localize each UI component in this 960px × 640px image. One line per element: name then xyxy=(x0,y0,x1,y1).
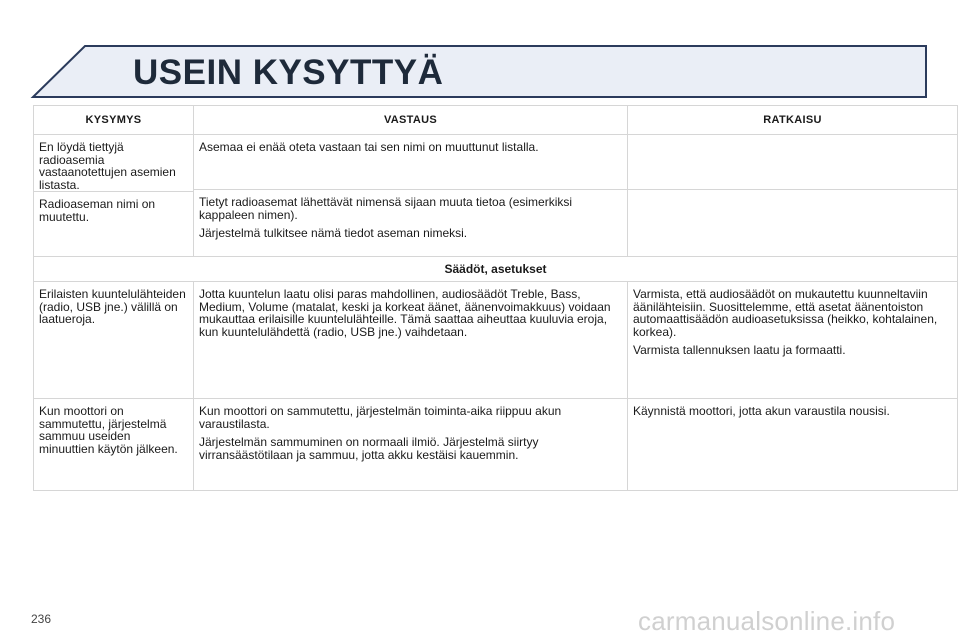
question-text: En löydä tiettyjä radioasemia vastaanotettujen asemien listasta. xyxy=(39,140,176,192)
faq-table xyxy=(33,105,958,491)
watermark: carmanualsonline.info xyxy=(638,606,896,636)
column-header-question: KYSYMYS xyxy=(34,106,194,135)
solution-cell xyxy=(628,135,958,190)
column-header-answer: VASTAUS xyxy=(194,106,628,135)
column-header-solution: RATKAISU xyxy=(628,106,958,135)
answer-cell xyxy=(194,399,628,491)
solution-cell xyxy=(628,190,958,257)
answer-text: Jotta kuuntelun laatu olisi paras mahdollinen, audiosäädöt Treble, Bass, Medium, Volume (matalat, keski ja korkeat äänet, äänenvoimakkuus) voidaan mukauttaa erilaisille kuuntelulähteille. Tämä saattaa aiheuttaa kuuluvia eroja, kun kuuntelulähdettä (radio, USB jne.) vaihdetaan. xyxy=(199,287,611,339)
page-header xyxy=(0,0,960,110)
table-header-row xyxy=(34,106,958,135)
answer-text: Asemaa ei enää oteta vastaan tai sen nimi on muuttunut listalla. xyxy=(199,140,539,154)
answer-cell xyxy=(194,190,628,257)
question-cell xyxy=(34,399,194,491)
question-cell xyxy=(34,282,194,399)
section-title: Säädöt, asetukset xyxy=(34,257,958,282)
answer-text: Tietyt radioasemat lähettävät nimensä sijaan muuta tietoa (esimerkiksi kappaleen nimen). xyxy=(199,195,573,222)
solution-text: Varmista, että audiosäädöt on mukautettu kuunneltaviin äänilähteisiin. Suosittelemme, että asetat äänentoiston automaattisäädön audioasetuksissa (heikko, kohtalainen, korkea). xyxy=(633,287,938,339)
page-title: USEIN KYSYTTYÄ xyxy=(133,53,444,92)
question-text: Radioaseman nimi on muutettu. xyxy=(39,197,156,224)
answer-text: Järjestelmän sammuminen on normaali ilmiö. Järjestelmä siirtyy virransäästötilaan ja sammuu, jotta akku kestäisi kauemmin. xyxy=(199,435,539,462)
answer-cell xyxy=(194,135,628,190)
page-number: 236 xyxy=(31,612,52,626)
answer-text: Kun moottori on sammutettu, järjestelmän toiminta-aika riippuu akun varaustilasta. xyxy=(199,404,562,431)
table-row xyxy=(34,135,958,190)
section-header-row xyxy=(34,257,958,282)
table-row xyxy=(34,282,958,399)
question-text: Kun moottori on sammutettu, järjestelmä sammuu useiden minuuttien käytön jälkeen. xyxy=(39,404,178,456)
question-text: Erilaisten kuuntelulähteiden (radio, USB jne.) välillä on laatueroja. xyxy=(39,287,186,326)
question-cell xyxy=(34,135,194,192)
table-row xyxy=(34,399,958,491)
question-cell xyxy=(34,192,194,257)
answer-text: Järjestelmä tulkitsee nämä tiedot aseman nimeksi. xyxy=(199,226,468,240)
solution-cell xyxy=(628,282,958,399)
solution-cell xyxy=(628,399,958,491)
solution-text: Varmista tallennuksen laatu ja formaatti. xyxy=(633,343,846,357)
solution-text: Käynnistä moottori, jotta akun varaustila nousisi. xyxy=(633,404,890,418)
answer-cell xyxy=(194,282,628,399)
